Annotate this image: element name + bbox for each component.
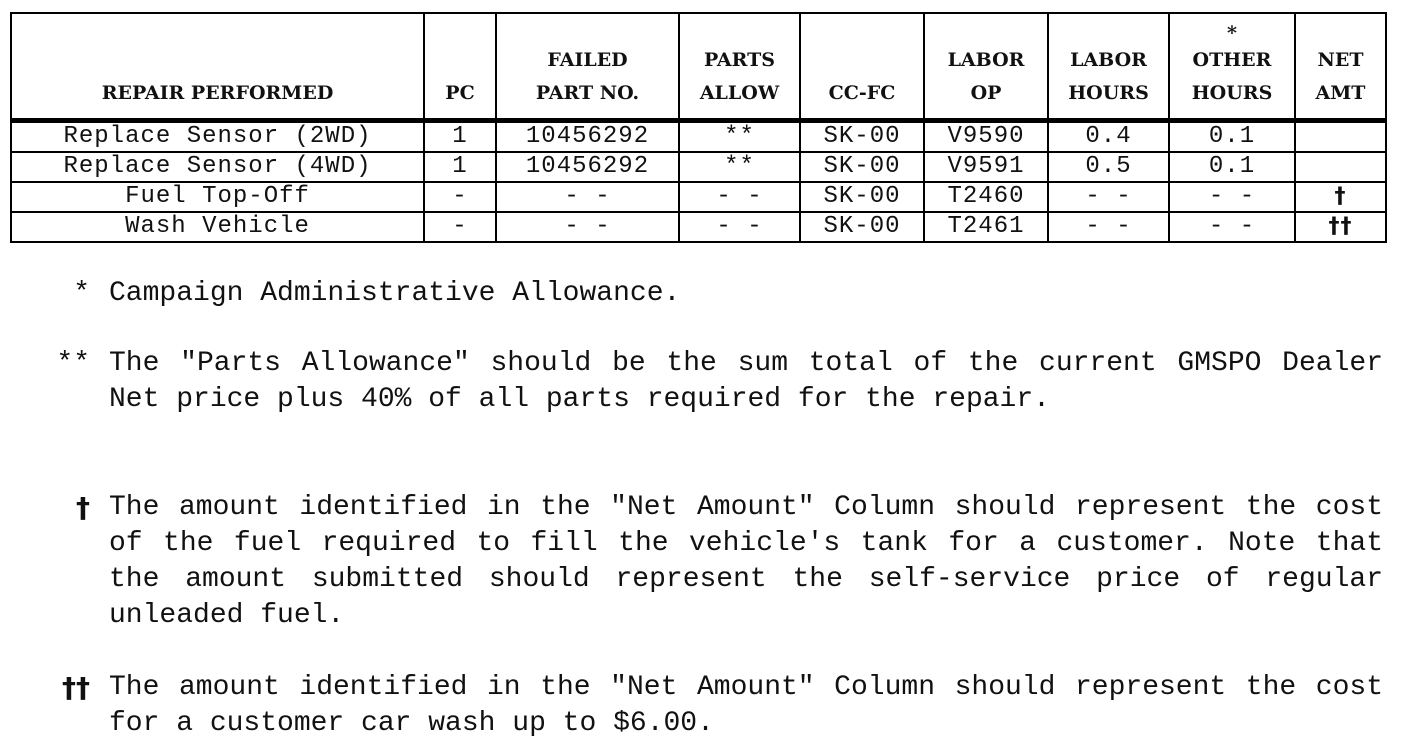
cell-allow: ** — [679, 121, 800, 153]
cell-net-amt — [1295, 121, 1386, 153]
header-other-hours: * OTHER HOURS — [1169, 13, 1295, 121]
table-row — [11, 121, 1386, 153]
cell-part: 10456292 — [496, 152, 679, 182]
header-parts-allow: PARTS ALLOW — [679, 13, 800, 121]
cell-other-hours: 0.1 — [1169, 152, 1295, 182]
cell-ccfc: SK-00 — [800, 212, 924, 242]
header-labor-hours: LABOR HOURS — [1048, 13, 1169, 121]
cell-allow: ** — [679, 152, 800, 182]
cell-net-amt: † — [1295, 182, 1386, 212]
footnote-text: The amount identified in the "Net Amount" Column should represent the cost for a customer car wash up to $6.00. — [109, 672, 1383, 739]
header-pc: PC — [424, 13, 496, 121]
cell-part: 10456292 — [496, 121, 679, 153]
cell-part: - - — [496, 182, 679, 212]
footnote-marker: †† — [62, 671, 90, 704]
cell-repair: Replace Sensor (4WD) — [11, 152, 424, 182]
cell-labor-hours: 0.4 — [1048, 121, 1169, 153]
cell-pc: - — [424, 182, 496, 212]
cell-labor-op: V9590 — [924, 121, 1048, 153]
footnote-marker: * — [73, 278, 90, 309]
table-row — [11, 152, 1386, 182]
cell-pc: - — [424, 212, 496, 242]
cell-labor-op: V9591 — [924, 152, 1048, 182]
footnote-text: Campaign Administrative Allowance. — [109, 278, 681, 309]
footnote-marker: † — [76, 491, 90, 524]
cell-repair: Fuel Top-Off — [11, 182, 424, 212]
cell-labor-hours: 0.5 — [1048, 152, 1169, 182]
cell-labor-hours: - - — [1048, 212, 1169, 242]
footnote-text: The "Parts Allowance" should be the sum total of the current GMSPO Dealer Net price plus 40% of all parts required for the repair. — [109, 348, 1383, 415]
header-cc-fc: CC-FC — [800, 13, 924, 121]
cell-net-amt: †† — [1295, 212, 1386, 242]
cell-part: - - — [496, 212, 679, 242]
cell-allow: - - — [679, 182, 800, 212]
cell-labor-op: T2460 — [924, 182, 1048, 212]
table-header-row — [11, 13, 1386, 121]
header-labor-op: LABOR OP — [924, 13, 1048, 121]
cell-pc: 1 — [424, 152, 496, 182]
cell-repair: Replace Sensor (2WD) — [11, 121, 424, 153]
header-repair-performed: REPAIR PERFORMED — [11, 13, 424, 121]
footnote-text: The amount identified in the "Net Amount" Column should represent the cost of the fuel required to fill the vehicle's tank for a customer. Note that the amount submitted should represent the self-service price of regular unleaded fuel. — [109, 492, 1383, 631]
cell-ccfc: SK-00 — [800, 121, 924, 153]
cell-other-hours: - - — [1169, 212, 1295, 242]
cell-other-hours: 0.1 — [1169, 121, 1295, 153]
cell-labor-hours: - - — [1048, 182, 1169, 212]
header-failed-part-no: FAILED PART NO. — [496, 13, 679, 121]
cell-repair: Wash Vehicle — [11, 212, 424, 242]
cell-ccfc: SK-00 — [800, 152, 924, 182]
table-row — [11, 212, 1386, 242]
labor-table — [10, 12, 1387, 243]
footnote-marker: ** — [56, 348, 90, 379]
cell-other-hours: - - — [1169, 182, 1295, 212]
cell-ccfc: SK-00 — [800, 182, 924, 212]
cell-allow: - - — [679, 212, 800, 242]
cell-pc: 1 — [424, 121, 496, 153]
table-row — [11, 182, 1386, 212]
cell-labor-op: T2461 — [924, 212, 1048, 242]
header-net-amt: NET AMT — [1295, 13, 1386, 121]
cell-net-amt — [1295, 152, 1386, 182]
